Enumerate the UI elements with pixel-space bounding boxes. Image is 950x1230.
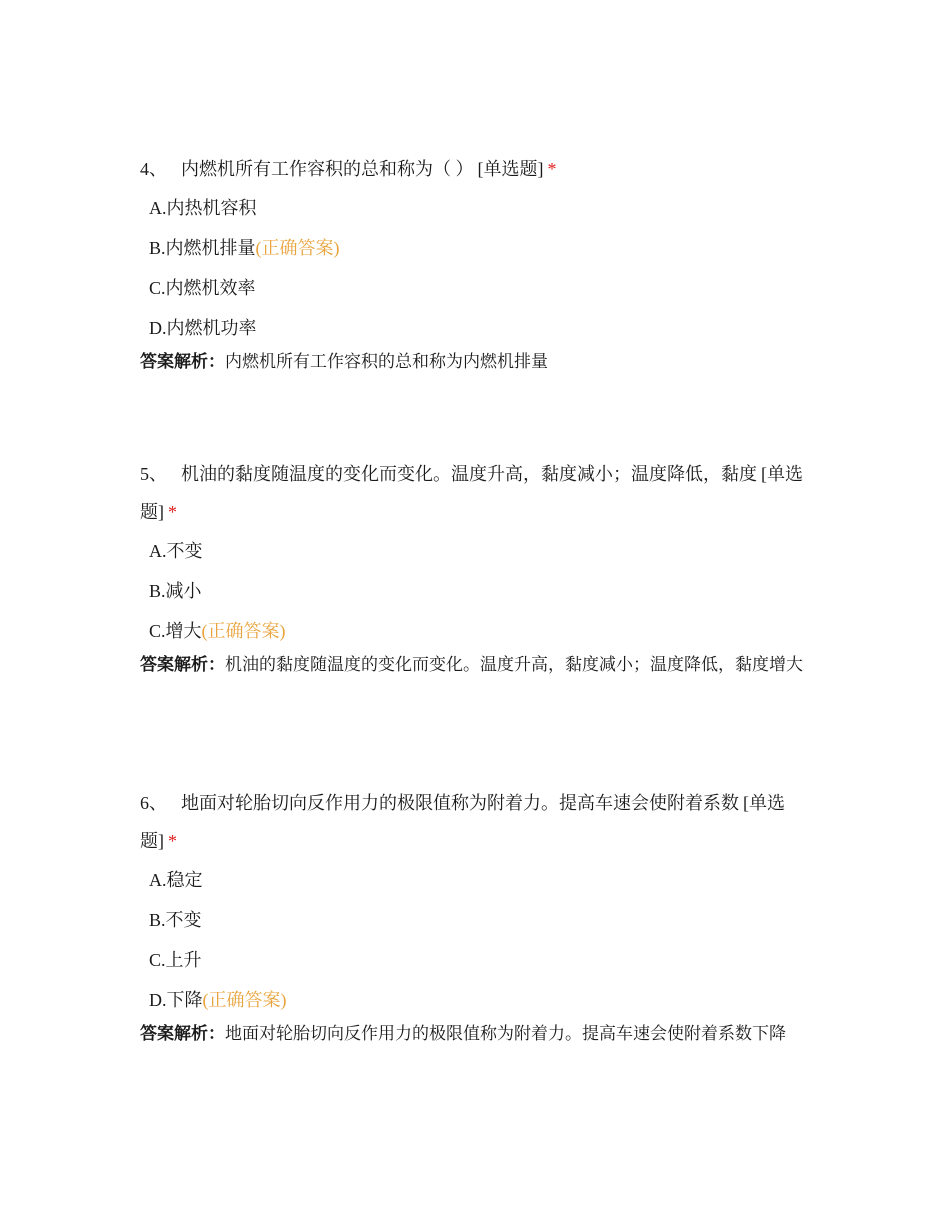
required-mark: * — [168, 831, 177, 851]
required-mark: * — [547, 159, 557, 179]
option-b[interactable] — [140, 228, 820, 268]
analysis-text: 内燃机所有工作容积的总和称为内燃机排量 — [225, 352, 548, 372]
question-5 — [140, 455, 820, 678]
question-type: [单选题] — [140, 793, 785, 851]
question-text: 机油的黏度随温度的变化而变化。温度升高，黏度减小；温度降低，黏度 — [181, 464, 757, 484]
option-list — [140, 860, 820, 1020]
question-number: 6、 — [140, 793, 167, 813]
option-label: D.下降 — [149, 990, 203, 1010]
option-a[interactable] — [140, 188, 820, 228]
option-c[interactable] — [140, 940, 820, 980]
option-b[interactable] — [140, 900, 820, 940]
option-label: C.增大 — [149, 621, 202, 641]
option-list — [140, 531, 820, 651]
answer-analysis — [140, 350, 820, 375]
answer-analysis — [140, 1022, 820, 1047]
option-label: C.内燃机效率 — [149, 278, 256, 298]
option-label: B.不变 — [149, 910, 202, 930]
analysis-text: 机油的黏度随温度的变化而变化。温度升高，黏度减小；温度降低，黏度增大 — [225, 655, 803, 675]
option-c[interactable] — [140, 611, 820, 651]
option-label: B.内燃机排量 — [149, 238, 256, 258]
correct-answer-tag: (正确答案) — [201, 621, 286, 641]
question-type: [单选题] — [477, 159, 544, 179]
option-label: A.不变 — [149, 541, 203, 561]
question-6 — [140, 784, 820, 1047]
answer-analysis — [140, 653, 820, 678]
option-label: A.内热机容积 — [149, 198, 257, 218]
correct-answer-tag: (正确答案) — [202, 990, 287, 1010]
option-d[interactable] — [140, 308, 820, 348]
required-mark: * — [168, 502, 177, 522]
analysis-text: 地面对轮胎切向反作用力的极限值称为附着力。提高车速会使附着系数下降 — [225, 1024, 786, 1044]
question-4 — [140, 150, 820, 375]
option-d[interactable] — [140, 980, 820, 1020]
question-number: 5、 — [140, 464, 167, 484]
analysis-label: 答案解析： — [140, 1024, 225, 1044]
question-title — [140, 150, 820, 188]
option-a[interactable] — [140, 531, 820, 571]
option-label: B.减小 — [149, 581, 202, 601]
option-a[interactable] — [140, 860, 820, 900]
option-c[interactable] — [140, 268, 820, 308]
question-title — [140, 784, 820, 860]
correct-answer-tag: (正确答案) — [255, 238, 340, 258]
option-label: D.内燃机功率 — [149, 318, 257, 338]
question-text: 内燃机所有工作容积的总和称为（ ） — [181, 159, 474, 179]
option-list — [140, 188, 820, 348]
option-label: A.稳定 — [149, 870, 203, 890]
question-text: 地面对轮胎切向反作用力的极限值称为附着力。提高车速会使附着系数 — [181, 793, 739, 813]
question-title — [140, 455, 820, 531]
question-number: 4、 — [140, 159, 167, 179]
analysis-label: 答案解析： — [140, 352, 225, 372]
analysis-label: 答案解析： — [140, 655, 225, 675]
option-label: C.上升 — [149, 950, 202, 970]
question-type: [单选题] — [140, 464, 803, 522]
option-b[interactable] — [140, 571, 820, 611]
